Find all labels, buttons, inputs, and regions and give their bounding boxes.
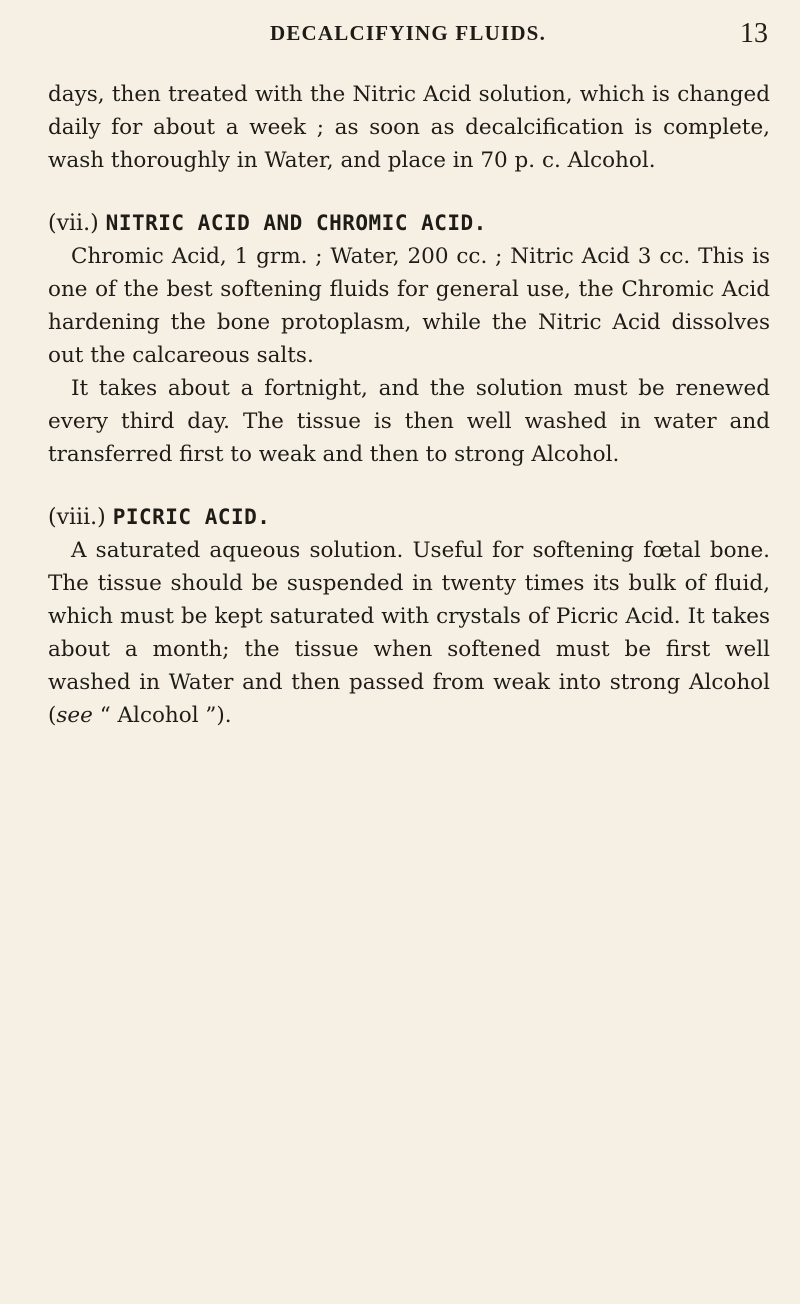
paragraph-gap [48,177,770,207]
section-title: NITRIC ACID AND CHROMIC ACID. [105,211,487,235]
section-picric-acid [48,501,770,732]
section-title: PICRIC ACID. [112,505,271,529]
section-number: (vii.) [48,211,99,236]
section-heading [48,207,770,240]
running-title: DECALCIFYING FLUIDS. [269,21,547,45]
section-body [48,240,770,471]
section-number: (viii.) [48,505,106,530]
alcohol-reference: “ Alcohol ”). [92,703,232,728]
body-text [48,78,770,732]
section-nitric-chromic-acid [48,207,770,471]
section-paragraph [48,534,770,732]
paragraph-open-paren: ( [48,703,57,728]
section-paragraph: Chromic Acid, 1 grm. ; Water, 200 cc. ; Nitric Acid 3 cc. This is one of the best softening fluids for general use, the Chromic Acid hardening the bone protoplasm, while the Nitric Acid dissolves out the calcareous salts. [48,244,770,368]
see-reference: see [56,703,93,728]
section-paragraph: It takes about a fortnight, and the solution must be renewed every third day. The tissue is then well washed in water and transferred first to weak and then to strong Alcohol. [48,376,770,467]
running-head [48,18,768,51]
section-heading [48,501,770,534]
paragraph-gap [48,471,770,501]
section-body [48,534,770,732]
opening-paragraph: days, then treated with the Nitric Acid solution, which is changed daily for about a week ; as soon as decalcification is complete, wash thoroughly in Water, and place in 70 p. c. Alcohol. [48,82,770,173]
page-number: 13 [740,18,768,49]
paragraph-text: A saturated aqueous solution. Useful for softening fœtal bone. The tissue should be suspended in twenty times its bulk of fluid, which must be kept saturated with crystals of Picric Acid. It takes about a month; the tissue when softened must be first well washed in Water and then passed from weak into strong Alcohol [48,538,770,695]
